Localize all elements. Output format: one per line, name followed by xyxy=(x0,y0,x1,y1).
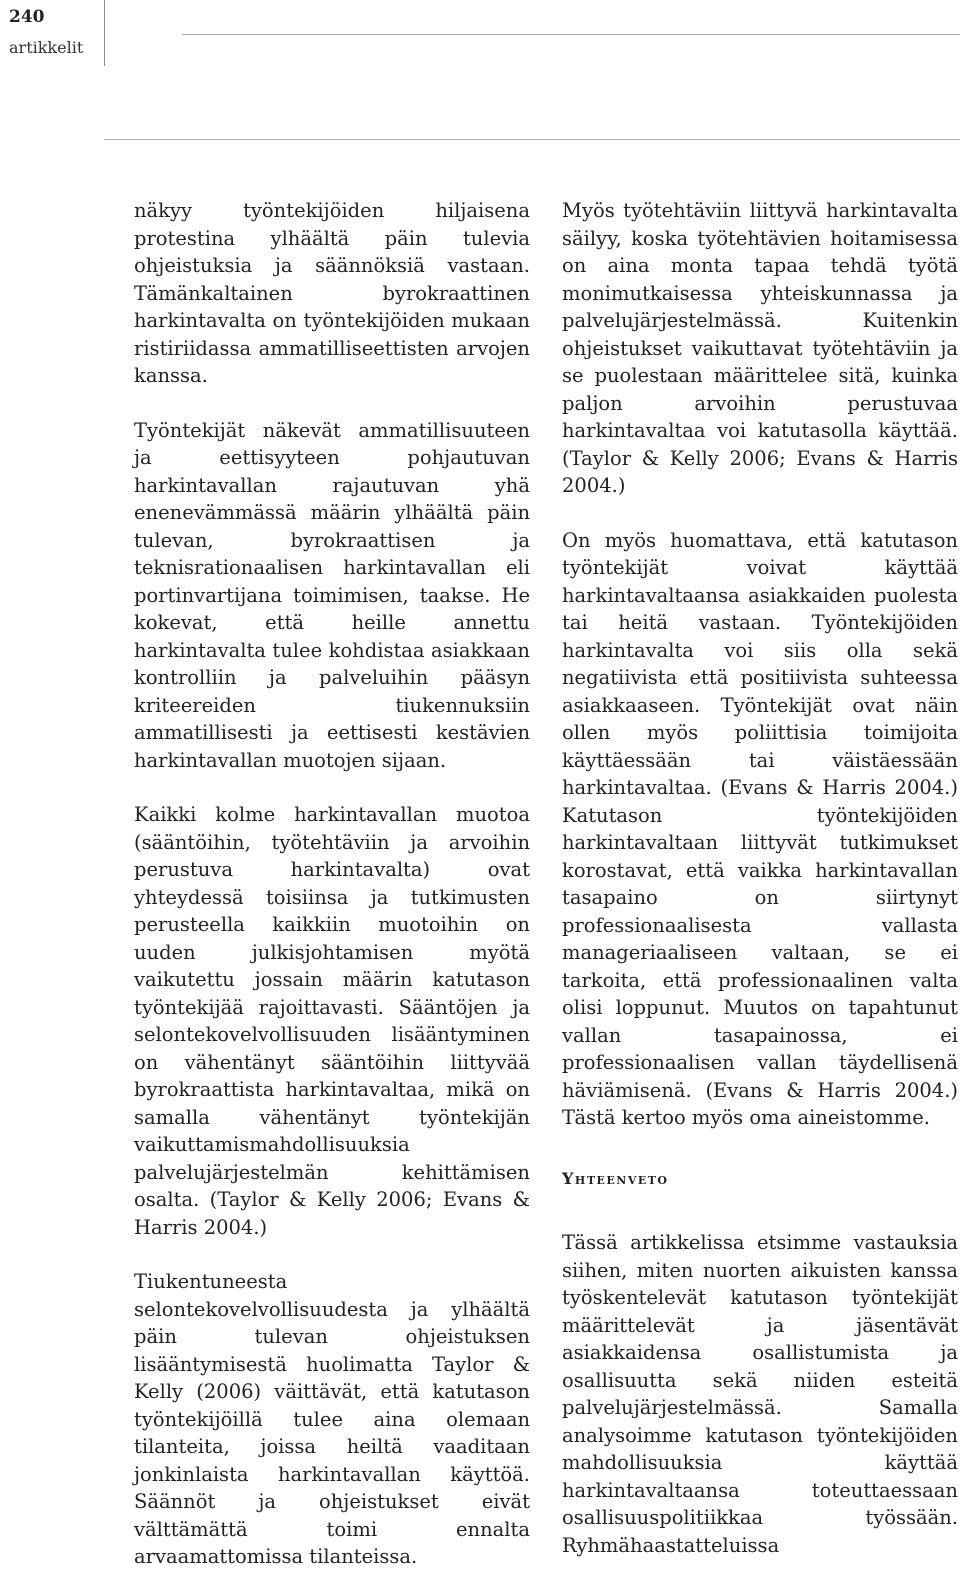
paragraph: Työntekijät näkevät ammatillisuuteen ja eettisyyteen pohjautuvan harkintavallan rajautuvan yhä enenevämmässä määrin ylhäältä päin tulevan, byrokraattisen ja teknisrationaalisen harkintavallan eli portinvartijana toimimisen, taakse. He kokevat, että heille annettu harkintavalta tulee kohdistaa asiakkaan kontrolliin ja palveluihin pääsyn kriteereiden tiukennuksiin ammatillisesti ja eettisesti kestävien harkintavallan muotojen sijaan. xyxy=(134,418,530,772)
paragraph: Kaikki kolme harkintavallan muotoa (sääntöihin, työtehtäviin ja arvoihin perustuva harkintavalta) ovat yhteydessä toisiinsa ja tutkimusten perusteella kaikkiin muotoihin on uuden julkisjohtamisen myötä vaikutettu jossain määrin katutason työntekijää rajoittavasti. Sääntöjen ja selontekovelvollisuuden lisääntyminen on vähentänyt sääntöihin liittyvää byrokraattista harkintavaltaa, mikä on samalla vähentänyt työntekijän vaikuttamismahdollisuuksia palvelujärjestelmän kehittämisen osalta. (Taylor & Kelly 2006; Evans & Harris 2004.) xyxy=(134,803,530,1239)
paragraph: On myös huomattava, että katutason työntekijät voivat käyttää harkintavaltaansa asiakkaiden puolesta tai heitä vastaan. Työntekijöiden harkintavalta voi siis olla sekä negatiivista että positiivista suhteessa asiakkaaseen. Työntekijät ovat näin ollen myös poliittisia toimijoita käyttäessään tai väistäessään harkintavaltaa. (Evans & Harris 2004.) Katutason työntekijöiden harkintavaltaan liittyvät tutkimukset korostavat, että vaikka harkintavallan tasapaino on siirtynyt professionaalisesta vallasta manageriaaliseen valtaan, se ei tarkoita, että professionaalinen valta olisi loppunut. Muutos on tapahtunut vallan tasapainossa, ei professionaalisen vallan täydellisenä häviämisenä. (Evans & Harris 2004.) Tästä kertoo myös oma aineistomme. xyxy=(562,528,958,1129)
page-header-box xyxy=(0,0,105,66)
paragraph: Tiukentuneesta selontekovelvollisuudesta ja ylhäältä päin tulevan ohjeistuksen lisääntymisestä huolimatta Taylor & Kelly (2006) väittävät, että katutason työntekijöillä tulee aina olemaan tilanteita, joissa heiltä vaaditaan jonkinlaista harkintavallan käyttöä. Säännöt ja ohjeistukset eivät välttämättä toimi ennalta arvaamattomissa tilanteissa. xyxy=(134,1270,530,1568)
paragraph: Tässä artikkelissa etsimme vastauksia siihen, miten nuorten aikuisten kanssa työskentelevät katutason työntekijät määrittelevät ja jäsentävät asiakkaidensa osallistumista ja osallisuutta sekä niiden esteitä palvelujärjestelmässä. Samalla analysoimme katutason työntekijöiden mahdollisuuksia käyttää harkintavaltaansa toteuttaessaan osallisuuspolitiikkaa työssään. Ryhmähaastatteluissa xyxy=(562,1231,958,1557)
header-rule xyxy=(104,139,960,140)
section-heading: Yhteenveto xyxy=(562,1168,669,1188)
top-rule xyxy=(182,34,960,35)
section-label: artikkelit xyxy=(9,38,84,57)
paragraph: näkyy työntekijöiden hiljaisena protestina ylhäältä päin tulevia ohjeistuksia ja säännöksiä vastaan. Tämänkaltainen byrokraattinen harkintavalta on työntekijöiden mukaan ristiriidassa ammatilliseettisten arvojen kanssa. xyxy=(134,199,530,387)
paragraph: Myös työtehtäviin liittyvä harkintavalta säilyy, koska työtehtävien hoitamisessa on aina monta tapaa tehdä työtä monimutkaisessa yhteiskunnassa ja palvelujärjestelmässä. Kuitenkin ohjeistukset vaikuttavat työtehtäviin ja se puolestaan määrittelee sitä, kuinka paljon arvoihin perustuvaa harkintavaltaa voi katutasolla käyttää. (Taylor & Kelly 2006; Evans & Harris 2004.) xyxy=(562,199,958,497)
right-column xyxy=(562,197,958,1559)
page-number: 240 xyxy=(9,7,45,27)
left-column xyxy=(134,197,530,1571)
